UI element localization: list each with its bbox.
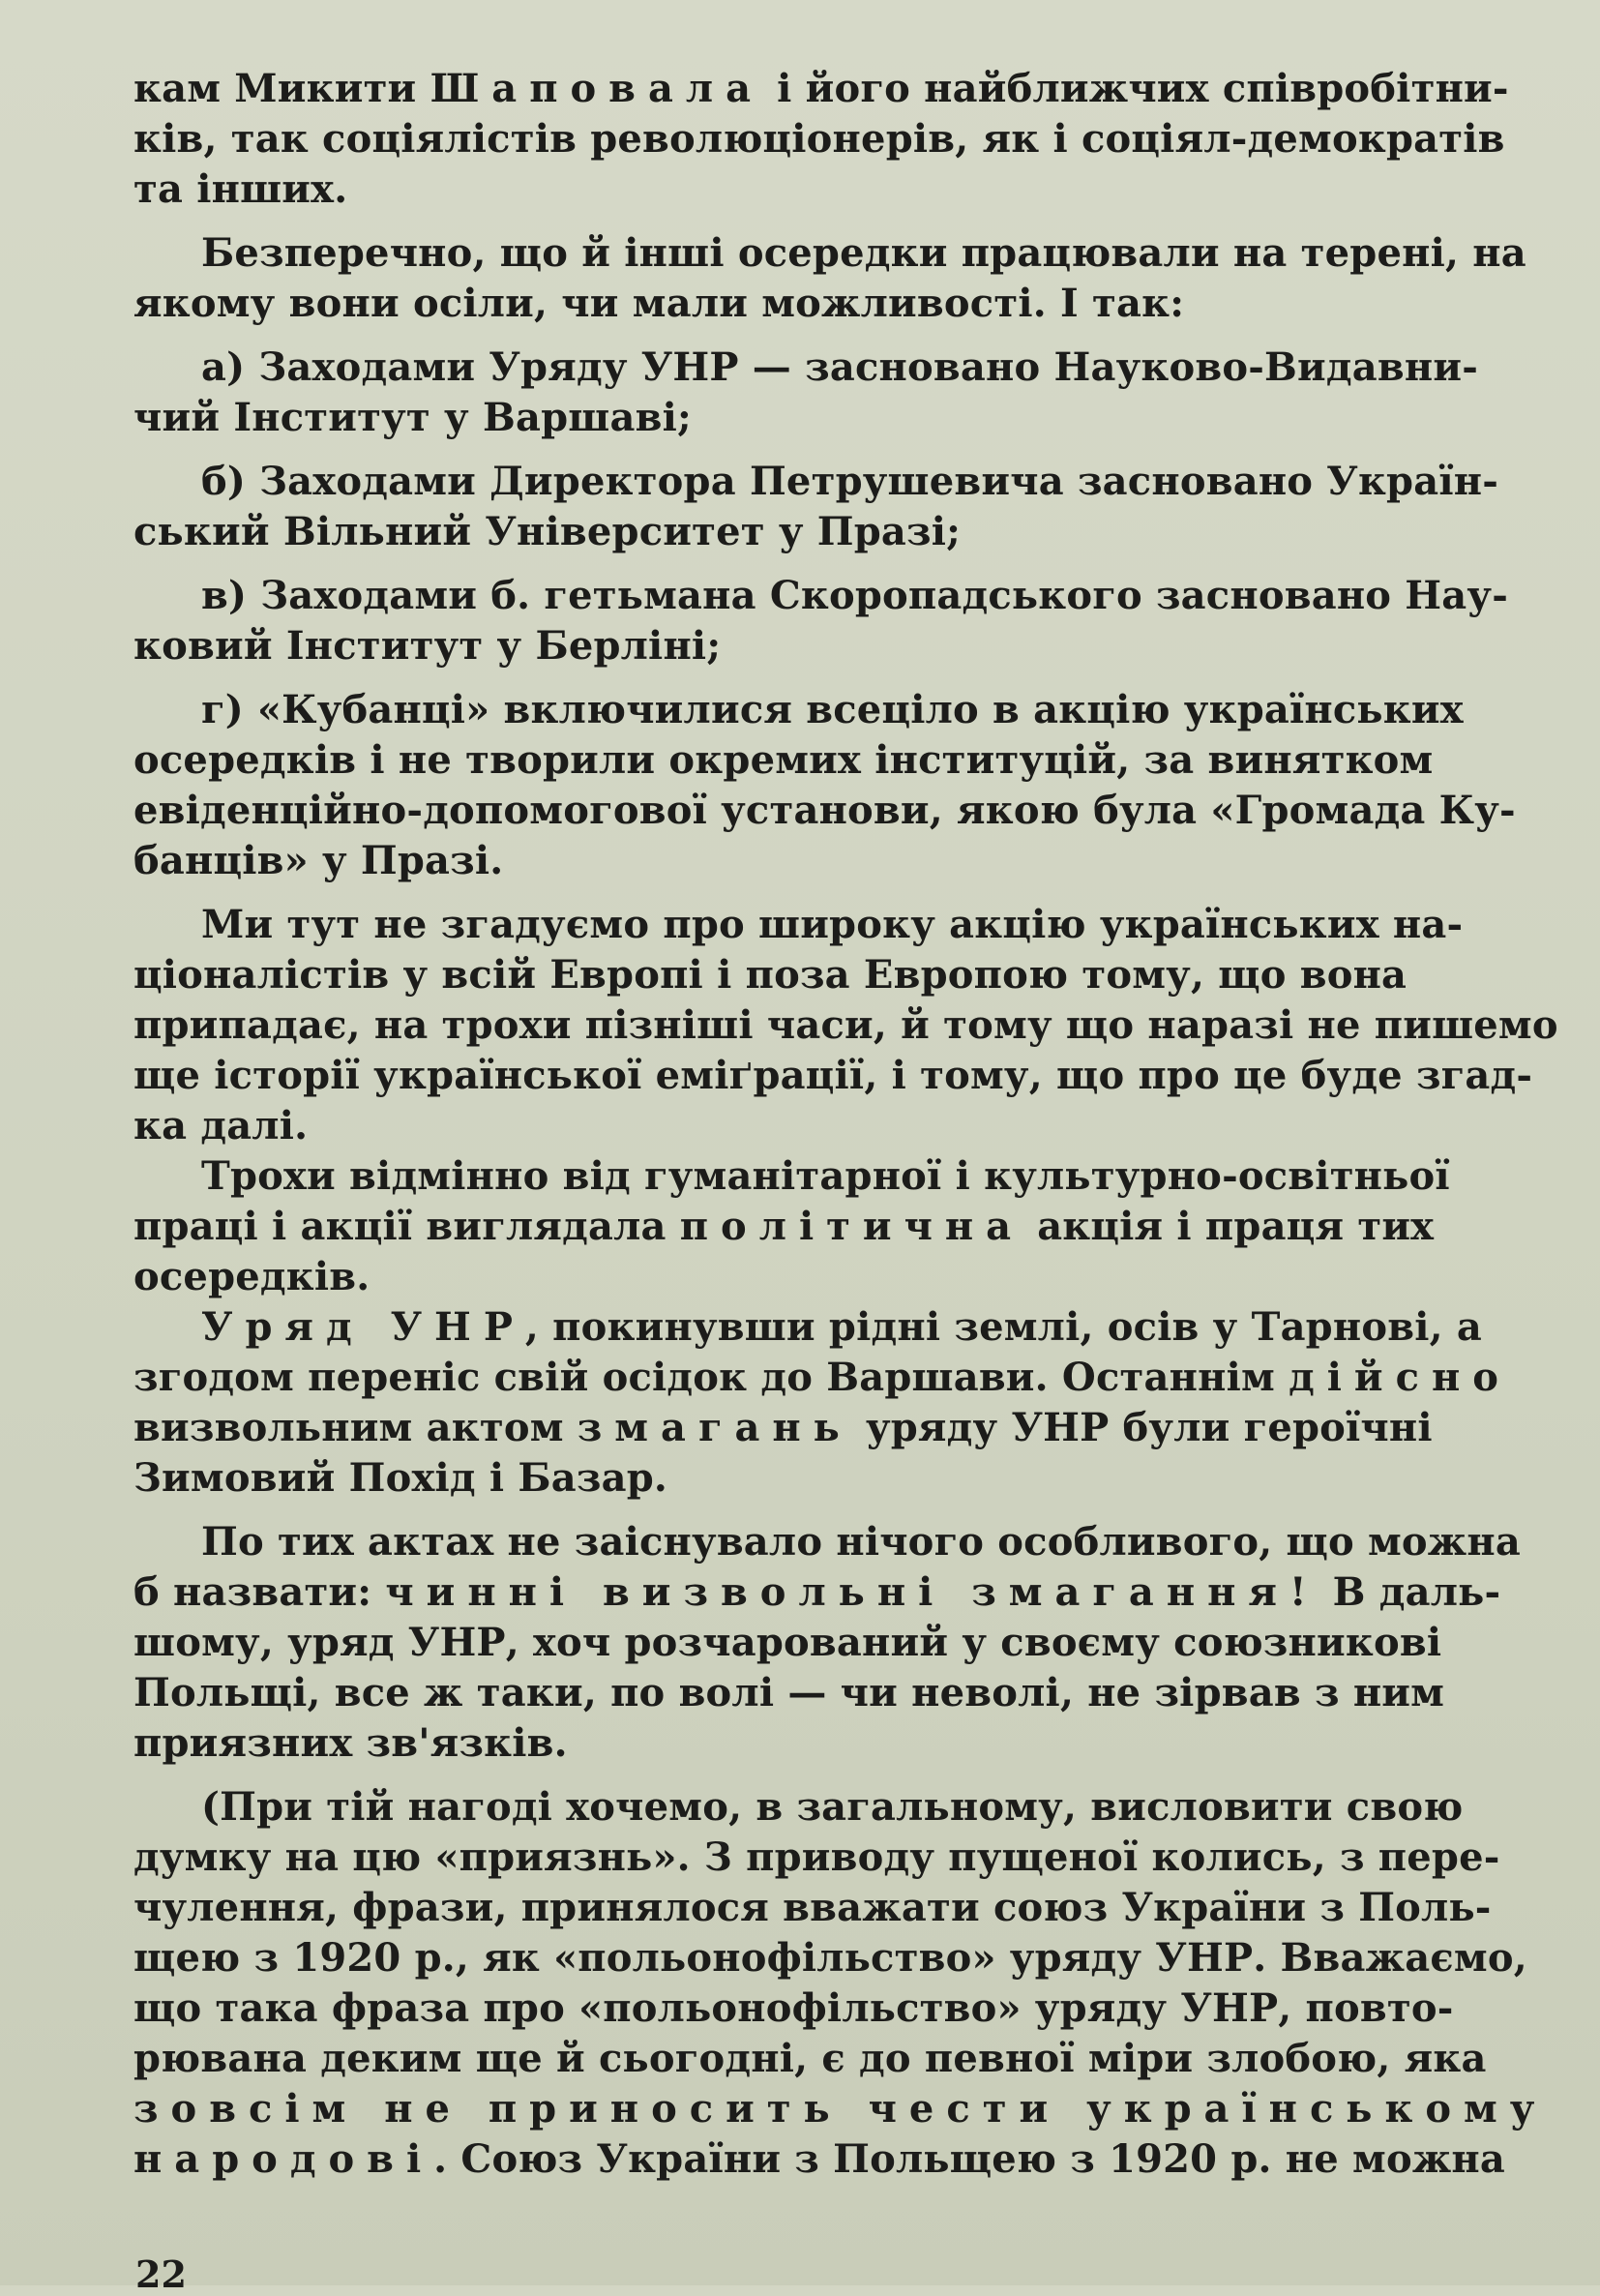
text-line [133,457,1575,507]
text-line [133,1517,1575,1567]
text-segment: евіденційно-допомогової установи, якою була «Громада Ку- [133,788,1516,833]
text-line [133,228,1575,279]
text-line [133,2134,1575,2185]
text-line [133,1000,1575,1051]
text-segment: праці і акції виглядала [133,1204,680,1249]
text-line [133,114,1575,164]
text-segment: уряду УНР були героїчні [851,1405,1433,1450]
text-line [133,279,1575,329]
text-line [133,1353,1575,1403]
spaced-emphasis: Уряд УНР [201,1304,525,1350]
text-line [133,1718,1575,1769]
text-line [133,64,1575,114]
text-segment: і його найближчих співробітни- [763,66,1509,111]
spaced-emphasis: Шаповала [430,66,763,111]
text-segment: Ми тут не згадуємо про широку акцію українських на- [201,902,1464,947]
text-segment: якому вони осіли, чи мали можливості. І так: [133,281,1185,326]
text-segment: , покинувши рідні землі, осів у Тарнові, а [524,1304,1482,1350]
text-segment: По тих актах не заіснувало нічого особливого, що можна [201,1519,1521,1565]
text-segment: чий Інститут у Варшаві; [133,395,692,440]
text-line [133,2034,1575,2084]
body-text [133,64,1575,2185]
text-segment: рювана деким ще й сьогодні, є до певної міри злобою, яка [133,2036,1487,2081]
text-segment: ковий Інститут у Берліні; [133,623,722,669]
text-segment: кам Микити [133,66,430,111]
text-segment: Трохи відмінно від гуманітарної і культурно-освітньої [201,1153,1450,1199]
text-line [133,1618,1575,1668]
text-segment: ків, так соціялістів революціонерів, як і соціял-демократів [133,116,1505,162]
text-line [133,1202,1575,1252]
text-segment: Зимовий Похід і Базар. [133,1455,668,1501]
text-line [133,571,1575,621]
text-line [133,1252,1575,1302]
text-line [133,164,1575,215]
text-segment: б назвати: [133,1569,386,1615]
text-line [133,507,1575,557]
text-segment: ка далі. [133,1103,309,1148]
text-segment: осередків. [133,1254,370,1299]
text-segment: а) Заходами Уряду УНР — засновано Науково-Видавни- [201,344,1479,390]
text-line [133,735,1575,786]
spaced-emphasis: чинні визвольні змагання! [385,1569,1319,1615]
text-segment: г) «Кубанці» включилися всеціло в акцію українських [201,687,1464,732]
text-segment: приязних зв'язків. [133,1720,568,1766]
text-line [133,1302,1575,1353]
text-segment: визвольним актом [133,1405,578,1450]
text-line [133,1782,1575,1833]
text-segment: акція і праця тих [1023,1204,1435,1249]
text-segment: чулення, фрази, принялося вважати союз України з Поль- [133,1885,1492,1930]
text-segment: щею з 1920 р., як «польонофільство» уряду УНР. Вважаємо, [133,1935,1527,1981]
text-segment: ський Вільний Університет у Празі; [133,509,962,554]
text-line [133,2084,1575,2134]
text-line [133,1983,1575,2034]
spaced-emphasis: змагань [577,1405,852,1450]
text-segment: В даль- [1319,1569,1501,1615]
text-segment: . Союз України з Польщею з 1920 р. не можна [433,2136,1506,2182]
text-line [133,393,1575,443]
text-segment: Польщі, все ж таки, по волі — чи неволі, не зірвав з ним [133,1670,1445,1715]
text-segment: Безперечно, що й інші осередки працювали на терені, на [201,230,1526,276]
text-segment: б) Заходами Директора Петрушевича засновано Україн- [201,459,1499,504]
text-line [133,836,1575,886]
text-line [133,1668,1575,1718]
text-segment: припадає, на трохи пізніші часи, й тому що наразі не пишемо [133,1002,1558,1048]
text-segment: банців» у Празі. [133,838,504,883]
text-line [133,1101,1575,1151]
text-line [133,343,1575,393]
text-line [133,1933,1575,1983]
text-segment: ще історії української еміґрації, і тому, що про це буде згад- [133,1053,1533,1098]
text-line [133,1883,1575,1933]
spaced-emphasis: зовсім не приносить чести українському [133,2086,1548,2132]
text-line [133,1453,1575,1504]
spaced-emphasis: політична [679,1204,1024,1249]
text-segment: осередків і не творили окремих інституцій, за винятком [133,737,1434,783]
text-line [133,1567,1575,1618]
spaced-emphasis: народові [133,2136,434,2182]
text-line [133,1151,1575,1202]
text-segment: та інших. [133,166,348,212]
text-segment: думку на цю «приязнь». З приводу пущеної колись, з пере- [133,1834,1500,1880]
text-line [133,685,1575,735]
text-line [133,1403,1575,1453]
text-line [133,950,1575,1000]
text-segment: в) Заходами б. гетьмана Скоропадського засновано Нау- [201,573,1509,618]
page-number: 22 [135,2252,187,2296]
text-segment: (При тій нагоді хочемо, в загальному, висловити свою [201,1784,1464,1830]
text-line [133,786,1575,836]
text-line [133,621,1575,671]
text-segment: згодом переніс свій осідок до Варшави. Останнім [133,1355,1289,1400]
text-segment: шому, уряд УНР, хоч розчарований у своєму союзникові [133,1620,1442,1665]
text-line [133,1833,1575,1883]
text-segment: ціоналістів у всій Европі і поза Европою тому, що вона [133,952,1407,998]
text-line [133,900,1575,950]
text-segment: що така фраза про «польонофільство» уряду УНР, повто- [133,1985,1454,2031]
spaced-emphasis: дійсно [1289,1355,1511,1400]
text-line [133,1051,1575,1101]
